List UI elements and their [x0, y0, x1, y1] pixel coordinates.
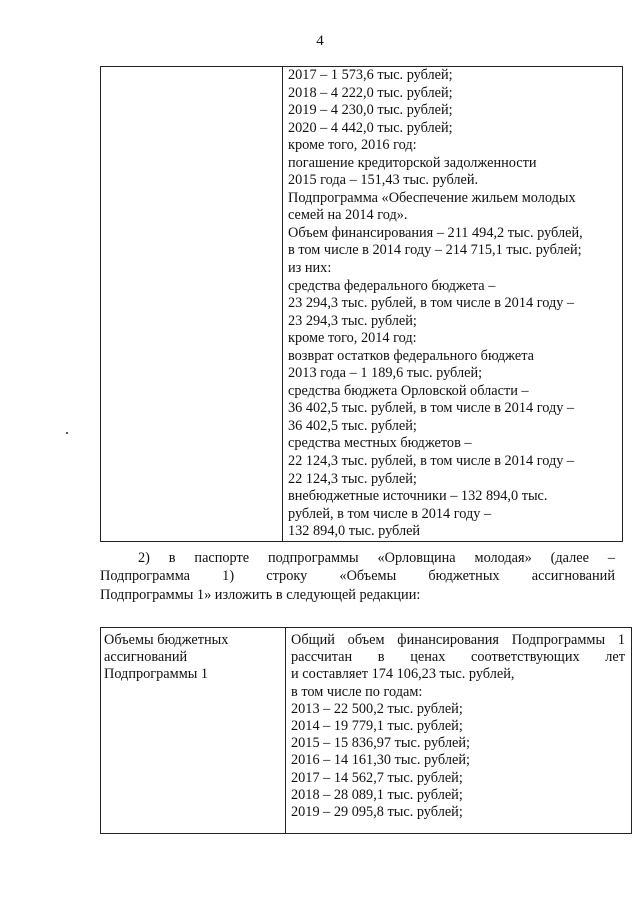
table2-right-line: 2015 – 15 836,97 тыс. рублей;	[291, 735, 470, 752]
table1-line: 132 894,0 тыс. рублей	[288, 523, 421, 540]
scan-speck	[66, 432, 68, 434]
table2-right-line: и составляет 174 106,23 тыс. рублей,	[291, 666, 515, 683]
table2-left-line: Объемы бюджетных	[104, 632, 229, 648]
table1-line: 22 124,3 тыс. рублей;	[288, 470, 417, 487]
paragraph-line: 2) в паспорте подпрограммы «Орловщина молодая» (далее –	[138, 550, 615, 566]
table2-right-line: в том числе по годам:	[291, 683, 423, 700]
paragraph-line: Подпрограмма 1) строку «Объемы бюджетных ассигнований	[100, 568, 615, 585]
page-number: 4	[316, 33, 324, 49]
table1-line: 36 402,5 тыс. рублей, в том числе в 2014 году –	[288, 400, 575, 417]
table2-right-cell	[286, 628, 632, 834]
table1-line: Подпрограмма «Обеспечение жильем молодых	[288, 189, 576, 206]
table1-line: из них:	[288, 260, 332, 277]
table2-right-line: 2018 – 28 089,1 тыс. рублей;	[291, 786, 463, 803]
table1-line: Объем финансирования – 211 494,2 тыс. рублей,	[288, 224, 583, 241]
table2-left-cell	[101, 628, 286, 834]
table1-line: 2018 – 4 222,0 тыс. рублей;	[288, 84, 453, 101]
table2-right-line: 2014 – 19 779,1 тыс. рублей;	[291, 718, 463, 735]
table1-line: 23 294,3 тыс. рублей;	[288, 312, 417, 329]
table1-line: семей на 2014 год».	[288, 207, 408, 224]
subprogram-budget-table	[100, 627, 632, 834]
table2-left-line: ассигнований	[104, 649, 188, 666]
table1-line: рублей, в том числе в 2014 году –	[288, 505, 492, 522]
table1-line: 2017 – 1 573,6 тыс. рублей;	[288, 67, 453, 83]
table2-right-line: 2019 – 29 095,8 тыс. рублей;	[291, 804, 463, 821]
table1-line: в том числе в 2014 году – 214 715,1 тыс. рублей;	[288, 242, 582, 259]
table1-line: средства местных бюджетов –	[288, 435, 472, 452]
financing-table-continued	[100, 66, 623, 542]
table1-line: 2020 – 4 442,0 тыс. рублей;	[288, 119, 453, 136]
table1-line: внебюджетные источники – 132 894,0 тыс.	[288, 488, 548, 505]
amendment-paragraph	[100, 549, 615, 604]
paragraph-line: Подпрограммы 1» изложить в следующей редакции:	[100, 586, 421, 603]
table2-right-line: 2016 – 14 161,30 тыс. рублей;	[291, 752, 470, 769]
table1-line: 2013 года – 1 189,6 тыс. рублей;	[288, 365, 483, 382]
table2-left-line: Подпрограммы 1	[104, 666, 209, 683]
table2-right-line: 2013 – 22 500,2 тыс. рублей;	[291, 700, 463, 717]
table1-line: средства бюджета Орловской области –	[288, 382, 529, 399]
table1-line: кроме того, 2016 год:	[288, 137, 417, 154]
table1-line: 22 124,3 тыс. рублей, в том числе в 2014 году –	[288, 453, 575, 470]
table1-line: погашение кредиторской задолженности	[288, 154, 537, 171]
table1-line: 2015 года – 151,43 тыс. рублей.	[288, 172, 479, 189]
table1-line: средства федерального бюджета –	[288, 277, 496, 294]
table1-line: 36 402,5 тыс. рублей;	[288, 417, 417, 434]
table2-right-line: 2017 – 14 562,7 тыс. рублей;	[291, 769, 463, 786]
table1-line: возврат остатков федерального бюджета	[288, 347, 534, 364]
table1-left-cell	[101, 67, 283, 542]
table1-right-cell	[283, 67, 623, 542]
table2-right-line: рассчитан в ценах соответствующих лет	[291, 649, 625, 666]
table1-line: 2019 – 4 230,0 тыс. рублей;	[288, 102, 453, 119]
table2-right-line: Общий объем финансирования Подпрограммы 1	[291, 632, 625, 648]
table1-line: 23 294,3 тыс. рублей, в том числе в 2014 году –	[288, 295, 575, 312]
table1-line: кроме того, 2014 год:	[288, 330, 417, 347]
